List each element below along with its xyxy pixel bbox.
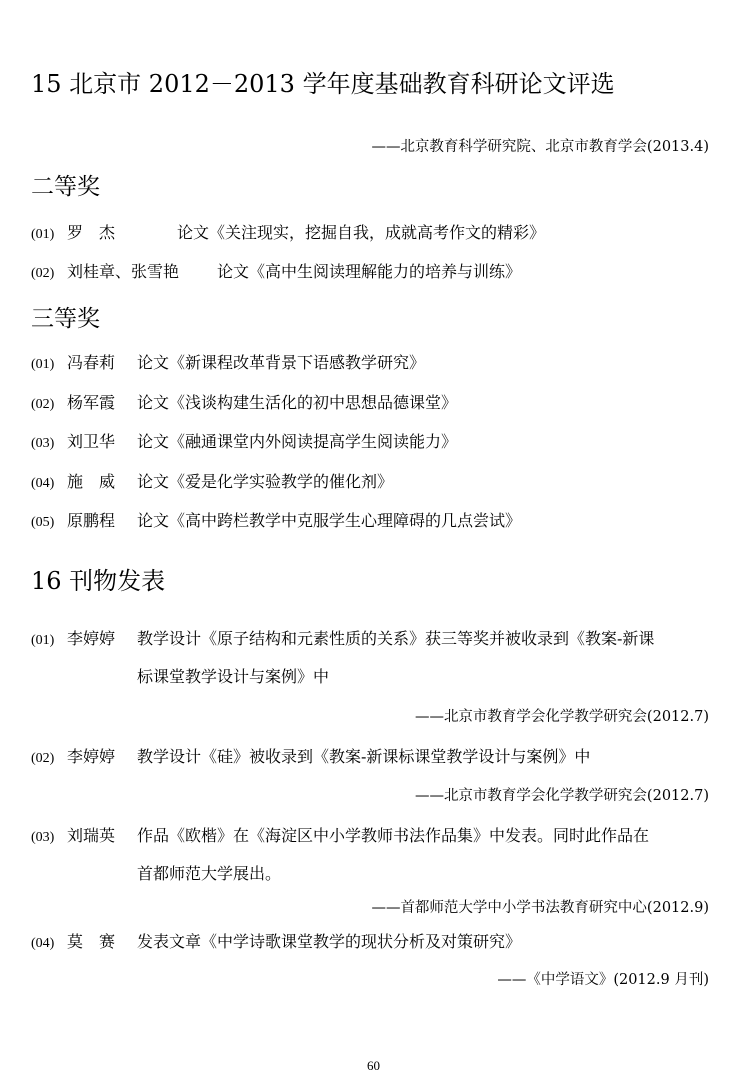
entry-name: 杨军霞 bbox=[67, 393, 116, 412]
entry-name: 李婷婷 bbox=[67, 629, 116, 648]
entry-number: (01) bbox=[31, 357, 55, 372]
entry-number: (01) bbox=[31, 633, 55, 648]
entry-name: 刘桂章、张雪艳 bbox=[67, 262, 180, 281]
entry-text-line1: 发表文章《中学诗歌课堂教学的现状分析及对策研究》 bbox=[137, 932, 522, 951]
entry-number: (02) bbox=[31, 751, 55, 766]
third-prize-heading: 三等奖 bbox=[31, 306, 100, 332]
entry-text-line2: 标课堂教学设计与案例》中 bbox=[137, 667, 330, 686]
publication-source-4: ——《中学语文》(2012.9 月刊) bbox=[497, 972, 709, 988]
entry-text: 论文《新课程改革背景下语感教学研究》 bbox=[137, 353, 426, 372]
publication-entry-4 bbox=[31, 931, 521, 955]
entry-name: 冯春莉 bbox=[67, 353, 116, 372]
publication-source-3: ——首都师范大学中小学书法教育研究中心(2012.9) bbox=[371, 900, 709, 916]
entry-text-line1: 作品《欧楷》在《海淀区中小学教师书法作品集》中发表。同时此作品在 bbox=[137, 826, 650, 845]
entry-text: 论文《爱是化学实验教学的催化剂》 bbox=[137, 472, 394, 491]
entry-text-line2: 首都师范大学展出。 bbox=[137, 864, 282, 883]
page-number: 60 bbox=[367, 1058, 380, 1073]
entry-number: (03) bbox=[31, 830, 55, 845]
entry-text: 论文《高中跨栏教学中克服学生心理障碍的几点尝试》 bbox=[137, 511, 522, 530]
entry-text-line1: 教学设计《硅》被收录到《教案-新课标课堂教学设计与案例》中 bbox=[137, 747, 591, 766]
entry-name: 施 威 bbox=[67, 472, 116, 491]
entry-number: (02) bbox=[31, 397, 55, 412]
entry-text: 论文《浅谈构建生活化的初中思想品德课堂》 bbox=[137, 393, 458, 412]
second-prize-entry-2 bbox=[31, 261, 521, 285]
third-prize-entry-5 bbox=[31, 510, 521, 534]
entry-number: (04) bbox=[31, 476, 55, 491]
third-prize-entry-1 bbox=[31, 352, 425, 376]
entry-text: 论文《高中生阅读理解能力的培养与训练》 bbox=[217, 262, 522, 281]
entry-name: 罗 杰 bbox=[67, 223, 116, 242]
entry-number: (03) bbox=[31, 436, 55, 451]
entry-number: (01) bbox=[31, 227, 55, 242]
entry-text-line1: 教学设计《原子结构和元素性质的关系》获三等奖并被收录到《教案-新课 bbox=[137, 629, 655, 648]
entry-name: 刘卫华 bbox=[67, 432, 116, 451]
entry-text: 论文《融通课堂内外阅读提高学生阅读能力》 bbox=[137, 432, 458, 451]
publication-entry-1 bbox=[31, 628, 654, 652]
entry-name: 李婷婷 bbox=[67, 747, 116, 766]
entry-name: 刘瑞英 bbox=[67, 826, 116, 845]
entry-number: (04) bbox=[31, 936, 55, 951]
third-prize-entry-2 bbox=[31, 392, 457, 416]
publication-source-2: ——北京市教育学会化学教学研究会(2012.7) bbox=[414, 788, 709, 804]
section-16-title: 16 刊物发表 bbox=[31, 567, 166, 595]
publication-entry-3 bbox=[31, 825, 649, 849]
section-15-title: 15 北京市 2012－2013 学年度基础教育科研论文评选 bbox=[31, 70, 615, 98]
publication-entry-2 bbox=[31, 746, 590, 770]
entry-name: 原鹏程 bbox=[67, 511, 116, 530]
section-15-source: ——北京教育科学研究院、北京市教育学会(2013.4) bbox=[371, 139, 709, 155]
entry-number: (02) bbox=[31, 266, 55, 281]
second-prize-entry-1 bbox=[31, 222, 545, 246]
publication-source-1: ——北京市教育学会化学教学研究会(2012.7) bbox=[414, 709, 709, 725]
third-prize-entry-4 bbox=[31, 471, 393, 495]
third-prize-entry-3 bbox=[31, 431, 457, 455]
entry-name: 莫 赛 bbox=[67, 932, 116, 951]
entry-number: (05) bbox=[31, 515, 55, 530]
second-prize-heading: 二等奖 bbox=[31, 174, 100, 200]
entry-text: 论文《关注现实，挖掘自我，成就高考作文的精彩》 bbox=[177, 223, 546, 242]
